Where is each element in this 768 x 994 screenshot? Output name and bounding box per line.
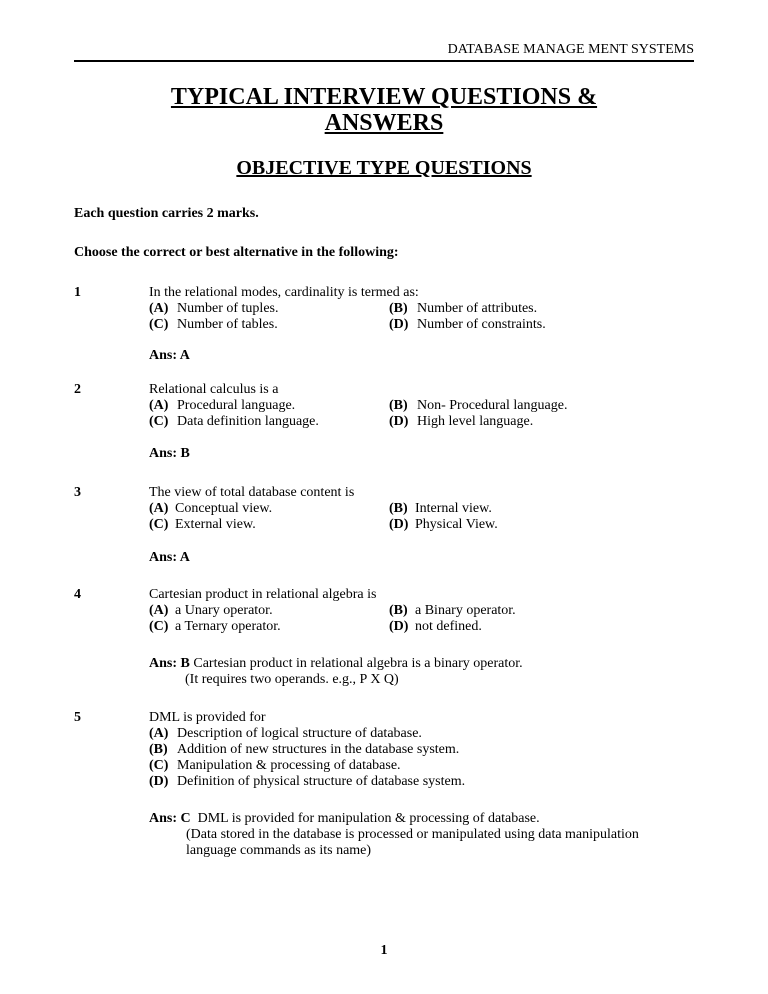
page-title-line-2: ANSWERS [324, 110, 444, 136]
option-c: (C) External view. [149, 517, 256, 532]
question-number: 3 [74, 485, 81, 500]
instruction-marks: Each question carries 2 marks. [74, 206, 259, 221]
option-d: (D) Definition of physical structure of database system. [149, 774, 466, 789]
question-text: In the relational modes, cardinality is termed as: [149, 285, 419, 300]
option-d: (D) not defined. [389, 619, 482, 634]
answer-explanation-line-2: language commands as its name) [186, 843, 372, 858]
answer: Ans: B [149, 446, 190, 461]
question-text: Cartesian product in relational algebra is [149, 587, 377, 602]
page-title-line-1: TYPICAL INTERVIEW QUESTIONS & [170, 84, 598, 110]
option-a: (A) Description of logical structure of database. [149, 726, 422, 741]
option-c: (C) a Ternary operator. [149, 619, 281, 634]
instruction-choose: Choose the correct or best alternative in the following: [74, 245, 399, 260]
running-header: DATABASE MANAGE MENT SYSTEMS [447, 42, 694, 57]
question-number: 1 [74, 285, 81, 300]
answer-explanation: (It requires two operands. e.g., P X Q) [185, 672, 399, 687]
option-b: (B) Internal view. [389, 501, 492, 516]
option-a: (A) a Unary operator. [149, 603, 273, 618]
option-d: (D) Physical View. [389, 517, 498, 532]
option-a: (A) Procedural language. [149, 398, 296, 413]
question-number: 5 [74, 710, 81, 725]
option-a: (A) Conceptual view. [149, 501, 273, 516]
answer: Ans: A [149, 550, 190, 565]
option-b: (B) Non- Procedural language. [389, 398, 568, 413]
question-number: 2 [74, 382, 81, 397]
option-c: (C) Number of tables. [149, 317, 278, 332]
answer: Ans: C DML is provided for manipulation & processing of database. [149, 811, 540, 826]
option-d: (D) Number of constraints. [389, 317, 546, 332]
answer: Ans: B Cartesian product in relational algebra is a binary operator. [149, 656, 523, 671]
option-a: (A) Number of tuples. [149, 301, 279, 316]
option-c: (C) Manipulation & processing of database. [149, 758, 401, 773]
option-d: (D) High level language. [389, 414, 534, 429]
option-b: (B) a Binary operator. [389, 603, 516, 618]
question-text: Relational calculus is a [149, 382, 279, 397]
question-text: DML is provided for [149, 710, 266, 725]
answer-explanation-line-1: (Data stored in the database is processed or manipulated using data manipulation [186, 827, 639, 842]
section-title: OBJECTIVE TYPE QUESTIONS [236, 157, 532, 179]
question-number: 4 [74, 587, 81, 602]
option-c: (C) Data definition language. [149, 414, 319, 429]
option-b: (B) Number of attributes. [389, 301, 538, 316]
answer: Ans: A [149, 348, 190, 363]
question-text: The view of total database content is [149, 485, 355, 500]
page-number: 1 [380, 943, 388, 958]
option-b: (B) Addition of new structures in the database system. [149, 742, 460, 757]
header-rule [74, 60, 694, 62]
